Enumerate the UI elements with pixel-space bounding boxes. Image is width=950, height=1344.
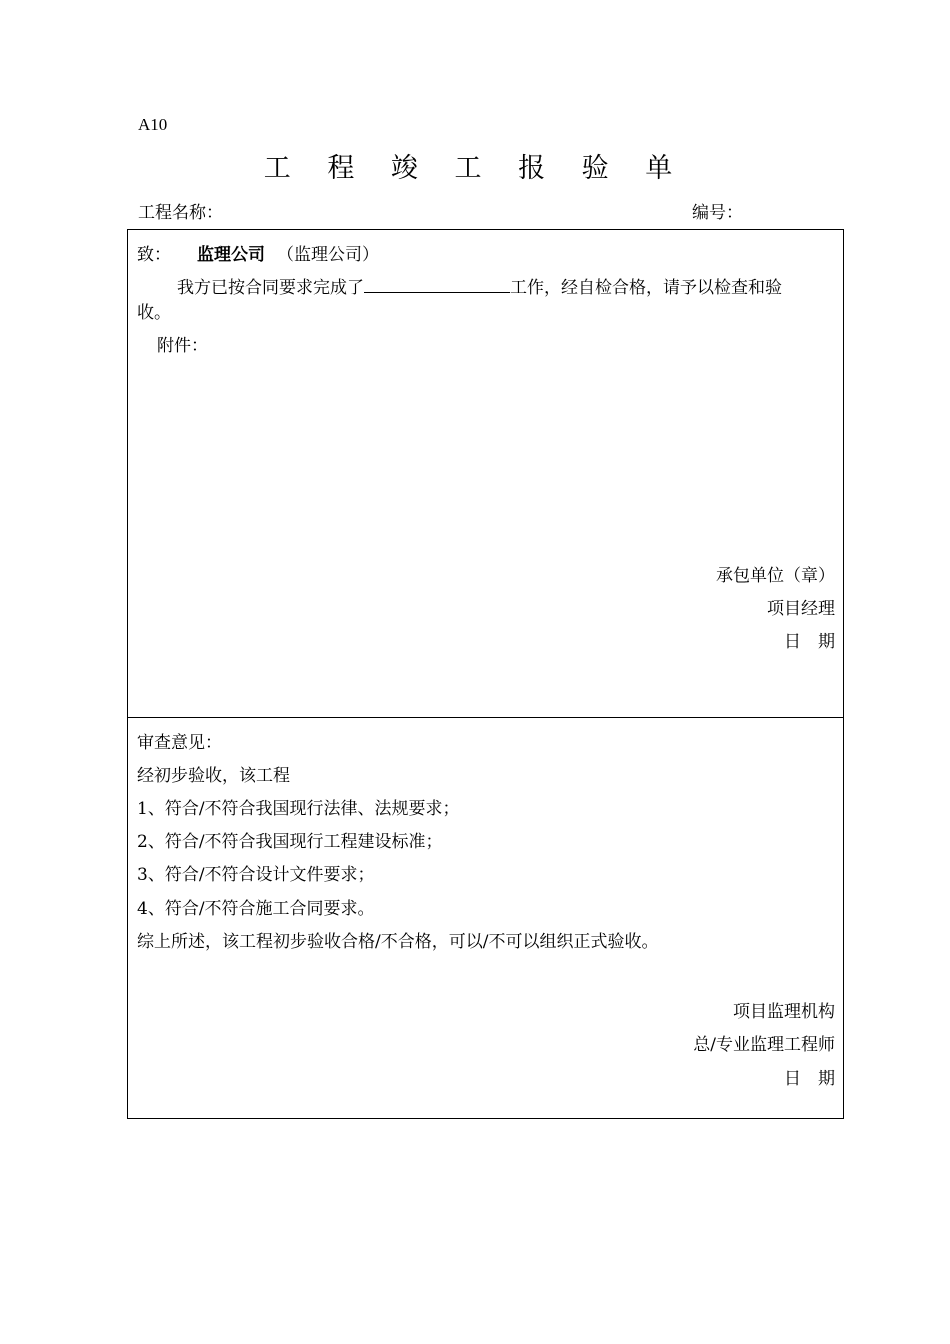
- form-code: A10: [138, 115, 168, 134]
- to-label: 致：: [137, 245, 171, 265]
- body-part2: 工作，经自检合格，请予以检查和验: [510, 278, 782, 298]
- supervision-engineer-label: 总/专业监理工程师: [693, 1035, 835, 1055]
- work-blank-field[interactable]: [364, 275, 510, 293]
- to-company: 监理公司: [197, 245, 265, 265]
- project-name-label: 工程名称：: [138, 203, 223, 223]
- addressee-line: [137, 240, 379, 265]
- review-item-2: 2、符合/不符合我国现行工程建设标准；: [137, 832, 443, 852]
- to-note: （监理公司）: [277, 245, 379, 265]
- review-intro: 经初步验收，该工程: [137, 766, 290, 786]
- review-label: 审查意见：: [137, 733, 222, 753]
- review-item-1: 1、符合/不符合我国现行法律、法规要求；: [137, 799, 460, 819]
- contractor-sign-unit: 承包单位（章）: [716, 566, 835, 586]
- review-item-4: 4、符合/不符合施工合同要求。: [137, 899, 375, 919]
- body-line-1: [177, 273, 782, 298]
- number-label: 编号：: [692, 203, 743, 223]
- review-conclusion: 综上所述，该工程初步验收合格/不合格，可以/不可以组织正式验收。: [137, 932, 659, 952]
- review-section: [128, 718, 843, 1118]
- form-table: [127, 229, 844, 1119]
- body-part3: 收。: [137, 303, 171, 323]
- body-part1: 我方已按合同要求完成了: [177, 278, 364, 298]
- supervision-date-label: 日 期: [784, 1069, 835, 1089]
- review-item-3: 3、符合/不符合设计文件要求；: [137, 865, 375, 885]
- attachment-label: 附件：: [157, 336, 208, 356]
- contractor-date-label: 日 期: [784, 632, 835, 652]
- supervision-org-label: 项目监理机构: [733, 1002, 835, 1022]
- page-title: 工 程 竣 工 报 验 单: [263, 153, 687, 184]
- submission-section: [128, 230, 843, 718]
- project-manager-label: 项目经理: [767, 599, 835, 619]
